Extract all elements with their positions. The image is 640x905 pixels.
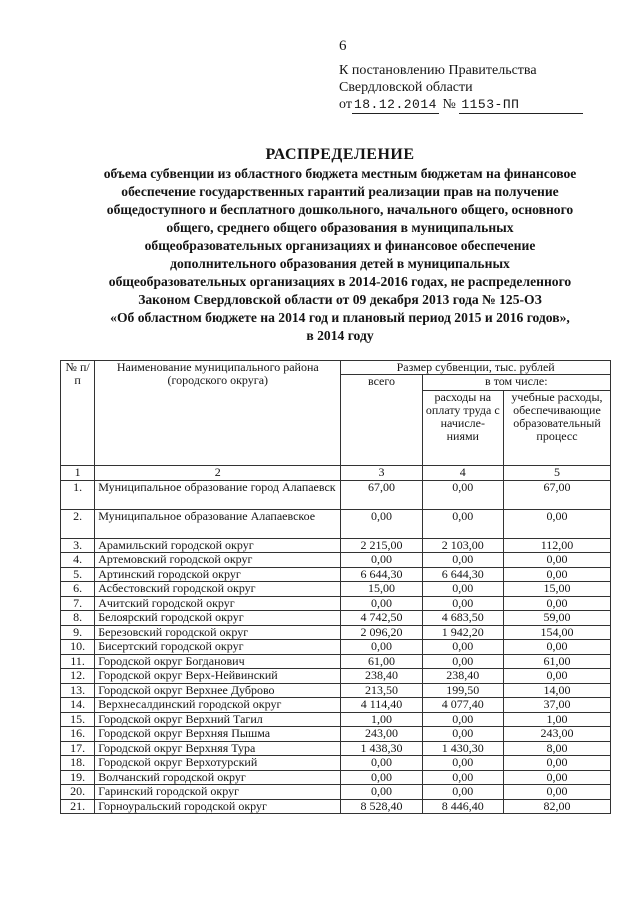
total-value: 0,00	[341, 553, 422, 568]
labor-value: 0,00	[422, 640, 503, 655]
reference-line-2: Свердловской области	[339, 80, 473, 95]
district-name: Верхнесалдинский городской округ	[95, 698, 341, 713]
table-row	[61, 712, 611, 727]
labor-value: 0,00	[422, 509, 503, 538]
header-total: всего	[341, 375, 422, 466]
total-value: 0,00	[341, 509, 422, 538]
labor-value: 0,00	[422, 756, 503, 771]
educational-value: 0,00	[503, 640, 610, 655]
subvention-table	[60, 360, 611, 814]
table-row	[61, 741, 611, 756]
document-date: 18.12.2014	[353, 97, 437, 112]
row-number: 8.	[61, 611, 95, 626]
total-value: 1 438,30	[341, 741, 422, 756]
district-name: Городской округ Верхняя Тура	[95, 741, 341, 756]
district-name: Городской округ Верх-Нейвинский	[95, 669, 341, 684]
description-line: «Об областном бюджете на 2014 год и плановый период 2015 и 2016 годов»,	[110, 310, 570, 325]
column-number: 1	[61, 466, 95, 481]
district-name: Гаринский городской округ	[95, 785, 341, 800]
educational-value: 0,00	[503, 669, 610, 684]
page-number: 6	[339, 38, 347, 54]
header-size: Размер субвенции, тыс. рублей	[341, 361, 611, 375]
row-number: 17.	[61, 741, 95, 756]
district-name: Городской округ Верхотурский	[95, 756, 341, 771]
district-name: Горноуральский городской округ	[95, 799, 341, 814]
row-number: 14.	[61, 698, 95, 713]
row-number: 15.	[61, 712, 95, 727]
labor-value: 0,00	[422, 785, 503, 800]
document-description	[60, 165, 620, 345]
description-line: Законом Свердловской области от 09 декабря 2013 года № 125-ОЗ	[138, 292, 542, 307]
district-name: Ачитский городской округ	[95, 596, 341, 611]
educational-value: 15,00	[503, 582, 610, 597]
row-number: 18.	[61, 756, 95, 771]
date-prefix: от	[339, 97, 352, 112]
labor-value: 6 644,30	[422, 567, 503, 582]
labor-value: 0,00	[422, 582, 503, 597]
total-value: 238,40	[341, 669, 422, 684]
reference-date-line	[339, 96, 589, 114]
total-value: 0,00	[341, 596, 422, 611]
district-name: Городской округ Верхнее Дуброво	[95, 683, 341, 698]
total-value: 6 644,30	[341, 567, 422, 582]
row-number: 1.	[61, 480, 95, 509]
total-value: 67,00	[341, 480, 422, 509]
labor-value: 8 446,40	[422, 799, 503, 814]
column-number-row	[61, 466, 611, 481]
table-row	[61, 640, 611, 655]
number-prefix: №	[442, 97, 456, 112]
labor-value: 0,00	[422, 596, 503, 611]
educational-value: 37,00	[503, 698, 610, 713]
educational-value: 0,00	[503, 785, 610, 800]
header-labor: расходы на оплату труда с начисле- ниями	[422, 391, 503, 466]
table-row	[61, 683, 611, 698]
column-number: 3	[341, 466, 422, 481]
reference-line-1: К постановлению Правительства	[339, 63, 537, 78]
total-value: 2 215,00	[341, 538, 422, 553]
total-value: 0,00	[341, 640, 422, 655]
district-name: Городской округ Богданович	[95, 654, 341, 669]
row-number: 20.	[61, 785, 95, 800]
total-value: 213,50	[341, 683, 422, 698]
educational-value: 0,00	[503, 596, 610, 611]
labor-value: 0,00	[422, 553, 503, 568]
column-number: 4	[422, 466, 503, 481]
labor-value: 0,00	[422, 480, 503, 509]
district-name: Белоярский городской округ	[95, 611, 341, 626]
educational-value: 0,00	[503, 509, 610, 538]
district-name: Асбестовский городской округ	[95, 582, 341, 597]
total-value: 61,00	[341, 654, 422, 669]
row-number: 3.	[61, 538, 95, 553]
total-value: 4 742,50	[341, 611, 422, 626]
table-row	[61, 582, 611, 597]
total-value: 1,00	[341, 712, 422, 727]
header-name: Наименование муниципального района (городского округа)	[95, 361, 341, 466]
table-row	[61, 567, 611, 582]
document-reference-block	[339, 62, 589, 114]
educational-value: 8,00	[503, 741, 610, 756]
educational-value: 67,00	[503, 480, 610, 509]
labor-value: 238,40	[422, 669, 503, 684]
educational-value: 243,00	[503, 727, 610, 742]
table-row	[61, 669, 611, 684]
row-number: 11.	[61, 654, 95, 669]
table-row	[61, 509, 611, 538]
column-number: 5	[503, 466, 610, 481]
description-line: общеобразовательных организациях и финансовое обеспечение	[144, 238, 536, 253]
row-number: 19.	[61, 770, 95, 785]
row-number: 6.	[61, 582, 95, 597]
table-row	[61, 538, 611, 553]
total-value: 243,00	[341, 727, 422, 742]
educational-value: 112,00	[503, 538, 610, 553]
educational-value: 59,00	[503, 611, 610, 626]
row-number: 16.	[61, 727, 95, 742]
district-name: Волчанский городской округ	[95, 770, 341, 785]
labor-value: 2 103,00	[422, 538, 503, 553]
educational-value: 14,00	[503, 683, 610, 698]
educational-value: 0,00	[503, 756, 610, 771]
labor-value: 0,00	[422, 727, 503, 742]
total-value: 4 114,40	[341, 698, 422, 713]
total-value: 0,00	[341, 785, 422, 800]
row-number: 12.	[61, 669, 95, 684]
header-educational: учебные расходы, обеспечивающие образовательный процесс	[503, 391, 610, 466]
district-name: Березовский городской округ	[95, 625, 341, 640]
row-number: 2.	[61, 509, 95, 538]
labor-value: 4 077,40	[422, 698, 503, 713]
row-number: 9.	[61, 625, 95, 640]
table-row	[61, 625, 611, 640]
educational-value: 82,00	[503, 799, 610, 814]
document-number: 1153-ПП	[459, 96, 583, 114]
row-number: 10.	[61, 640, 95, 655]
description-line: в 2014 году	[306, 328, 374, 343]
table-header-row	[61, 361, 611, 375]
total-value: 8 528,40	[341, 799, 422, 814]
row-number: 5.	[61, 567, 95, 582]
description-line: объема субвенции из областного бюджета местным бюджетам на финансовое	[103, 166, 577, 181]
labor-value: 1 430,30	[422, 741, 503, 756]
description-line: дополнительного образования детей в муниципальных	[170, 256, 510, 271]
description-line: общеобразовательных организациях в 2014-2016 годах, не распределенного	[108, 274, 572, 289]
row-number: 13.	[61, 683, 95, 698]
table-row	[61, 785, 611, 800]
row-number: 4.	[61, 553, 95, 568]
table-row	[61, 654, 611, 669]
educational-value: 1,00	[503, 712, 610, 727]
document-title: РАСПРЕДЕЛЕНИЕ	[265, 146, 415, 163]
district-name: Городской округ Верхний Тагил	[95, 712, 341, 727]
table-row	[61, 727, 611, 742]
district-name: Бисертский городской округ	[95, 640, 341, 655]
table-row	[61, 698, 611, 713]
total-value: 0,00	[341, 756, 422, 771]
district-name: Арамильский городской округ	[95, 538, 341, 553]
total-value: 2 096,20	[341, 625, 422, 640]
educational-value: 154,00	[503, 625, 610, 640]
district-name: Муниципальное образование Алапаевское	[95, 509, 341, 538]
labor-value: 1 942,20	[422, 625, 503, 640]
educational-value: 0,00	[503, 553, 610, 568]
table-row	[61, 596, 611, 611]
district-name: Артинский городской округ	[95, 567, 341, 582]
table-row	[61, 480, 611, 509]
district-name: Артемовский городской округ	[95, 553, 341, 568]
table-row	[61, 799, 611, 814]
description-line: обеспечение государственных гарантий реализации прав на получение	[121, 184, 559, 199]
description-line: общего, среднего общего образования в муниципальных	[166, 220, 514, 235]
row-number: 21.	[61, 799, 95, 814]
total-value: 15,00	[341, 582, 422, 597]
table-row	[61, 756, 611, 771]
table-row	[61, 553, 611, 568]
district-name: Городской округ Верхняя Пышма	[95, 727, 341, 742]
labor-value: 0,00	[422, 712, 503, 727]
table-row	[61, 611, 611, 626]
table-row	[61, 770, 611, 785]
educational-value: 61,00	[503, 654, 610, 669]
header-including: в том числе:	[422, 375, 610, 391]
total-value: 0,00	[341, 770, 422, 785]
labor-value: 4 683,50	[422, 611, 503, 626]
educational-value: 0,00	[503, 567, 610, 582]
labor-value: 199,50	[422, 683, 503, 698]
labor-value: 0,00	[422, 770, 503, 785]
description-line: общедоступного и бесплатного дошкольного, начального общего, основного	[106, 202, 574, 217]
column-number: 2	[95, 466, 341, 481]
row-number: 7.	[61, 596, 95, 611]
labor-value: 0,00	[422, 654, 503, 669]
educational-value: 0,00	[503, 770, 610, 785]
district-name: Муниципальное образование город Алапаевск	[95, 480, 341, 509]
header-num: № п/п	[61, 361, 95, 466]
